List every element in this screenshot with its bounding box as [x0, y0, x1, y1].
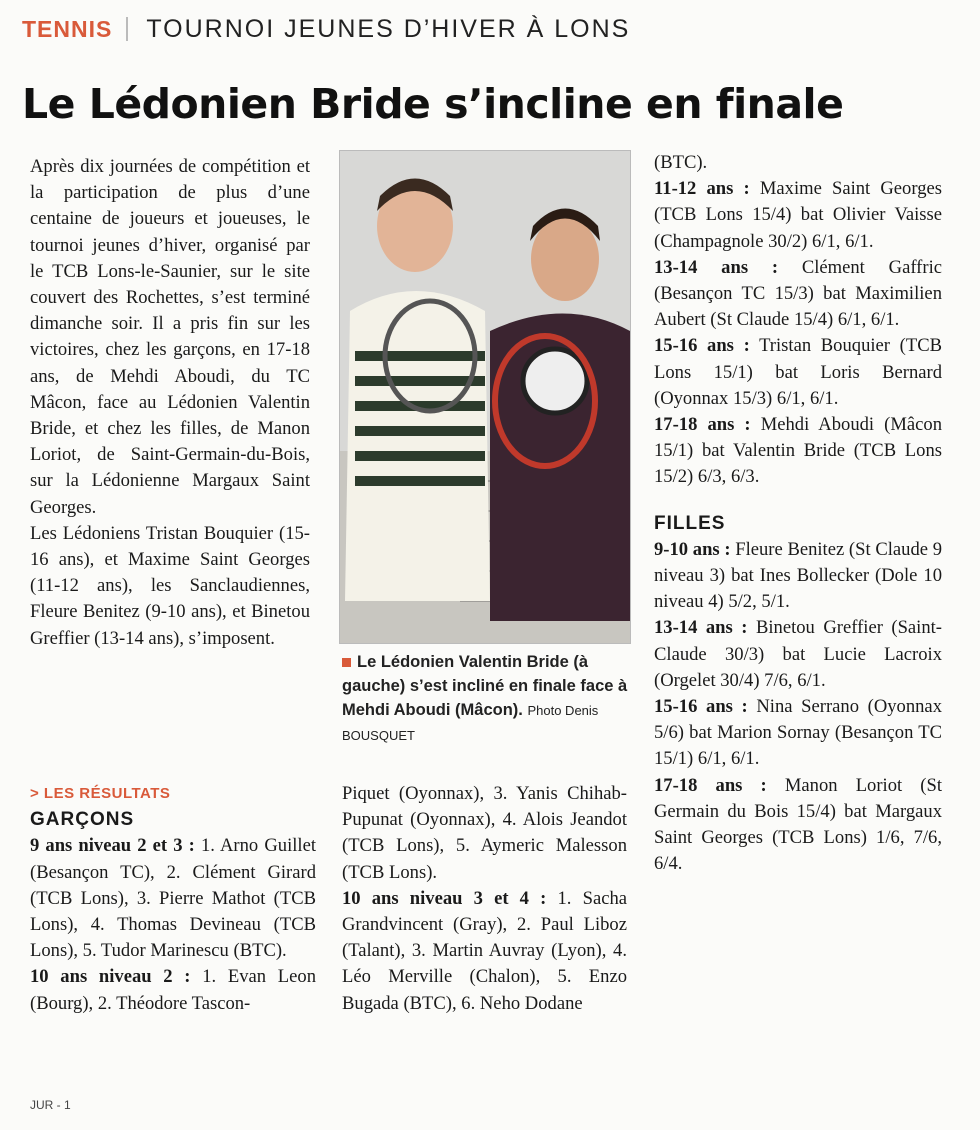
results-column-3 — [654, 150, 942, 877]
girls-title: FILLES — [654, 512, 726, 534]
result-entry: 10 ans niveau 3 et 4 : 1. Sacha Grandvincent (Gray), 2. Paul Liboz (Talant), 3. Martin Auvray (Lyon), 4. Léo Merville (Chalon), 5. Enzo Bugada (BTC), 6. Neho Dodane — [342, 887, 627, 1014]
players-photo-illustration — [340, 151, 630, 643]
result-entry: 13-14 ans : Binetou Greffier (Saint-Claude 30/3) bat Lucie Lacroix (Orgelet 30/4) 7/6, 6/1. — [654, 617, 942, 691]
intro-paragraph-1: Après dix journées de compétition et la participation de plus d’une centaine de joueurs et joueuses, le tournoi jeunes d’hiver, organisé par le TCB Lons-le-Saunier, sur le site couvert des Rochettes, s’est terminé dimanche soir. Il a pris fin sur les victoires, chez les garçons, en 17-18 ans, de Mehdi Aboudi, du TC Mâcon, face au Lédonien Valentin Bride, et chez les filles, de Manon Loriot, de Saint-Germain-du-Bois, sur la Lédonienne Margaux Saint Georges. — [30, 156, 310, 518]
result-entry: (BTC). — [654, 152, 708, 173]
result-entry: 11-12 ans : Maxime Saint Georges (TCB Lons 15/4) bat Olivier Vaisse (Champagnole 30/2) 6/1, 6/1. — [654, 178, 942, 252]
result-entry: 10 ans niveau 2 : 1. Evan Leon (Bourg), 2. Théodore Tascon- — [30, 966, 316, 1014]
results-label: > LES RÉSULTATS — [30, 785, 171, 802]
intro-column — [30, 154, 310, 652]
result-entry: 15-16 ans : Tristan Bouquier (TCB Lons 15/1) bat Loris Bernard (Oyonnax 15/3) 6/1, 6/1. — [654, 335, 942, 409]
kicker — [22, 12, 630, 46]
results-column-1 — [30, 781, 316, 1017]
photo-credit: Photo Denis BOUSQUET — [342, 703, 599, 743]
result-entry: 17-18 ans : Mehdi Aboudi (Mâcon 15/1) bat Valentin Bride (TCB Lons 15/2) 6/3, 6/3. — [654, 414, 942, 488]
kicker-divider — [126, 17, 128, 41]
photo-caption — [342, 650, 630, 748]
headline: Le Lédonien Bride s’incline en finale — [22, 80, 844, 128]
boys-title: GARÇONS — [30, 809, 135, 831]
page-folio: JUR - 1 — [30, 1098, 71, 1112]
caption-text: Le Lédonien Valentin Bride (à gauche) s’est incliné en finale face à Mehdi Aboudi (Mâcon). — [342, 653, 628, 719]
result-entry: 15-16 ans : Nina Serrano (Oyonnax 5/6) bat Marion Sornay (Besançon TC 15/1) 6/1, 6/1. — [654, 696, 942, 770]
result-entry: 9 ans niveau 2 et 3 : 1. Arno Guillet (Besançon TC), 2. Clément Girard (TCB Lons), 3. Pierre Mathot (TCB Lons), 4. Thomas Devineau (TCB Lons), 5. Tudor Marinescu (BTC). — [30, 835, 316, 962]
topic-label: TOURNOI JEUNES D’HIVER À LONS — [146, 14, 631, 43]
result-entry: 13-14 ans : Clément Gaffric (Besançon TC 15/3) bat Maximilien Aubert (St Claude 15/4) 6/1, 6/1. — [654, 256, 942, 331]
caption-square-icon — [342, 658, 351, 667]
results-column-2 — [342, 781, 627, 1017]
result-entry: Piquet (Oyonnax), 3. Yanis Chihab-Pupunat (Oyonnax), 4. Alois Jeandot (TCB Lons), 5. Aymeric Malesson (TCB Lons). — [342, 783, 627, 883]
result-entry: 9-10 ans : Fleure Benitez (St Claude 9 niveau 3) bat Ines Bollecker (Dole 10 niveau 4) 5/2, 5/1. — [654, 538, 942, 613]
result-entry: 17-18 ans : Manon Loriot (St Germain du Bois 15/4) bat Margaux Saint Georges (TCB Lons) 1/6, 7/6, 6/4. — [654, 774, 943, 875]
intro-paragraph-2: Les Lédoniens Tristan Bouquier (15-16 ans), et Maxime Saint Georges (11-12 ans), les Sanclaudiennes, Fleure Benitez (9-10 ans), et Binetou Greffier (13-14 ans), s’imposent. — [30, 522, 310, 649]
rubric-label: TENNIS — [22, 15, 113, 42]
photo — [339, 150, 631, 644]
